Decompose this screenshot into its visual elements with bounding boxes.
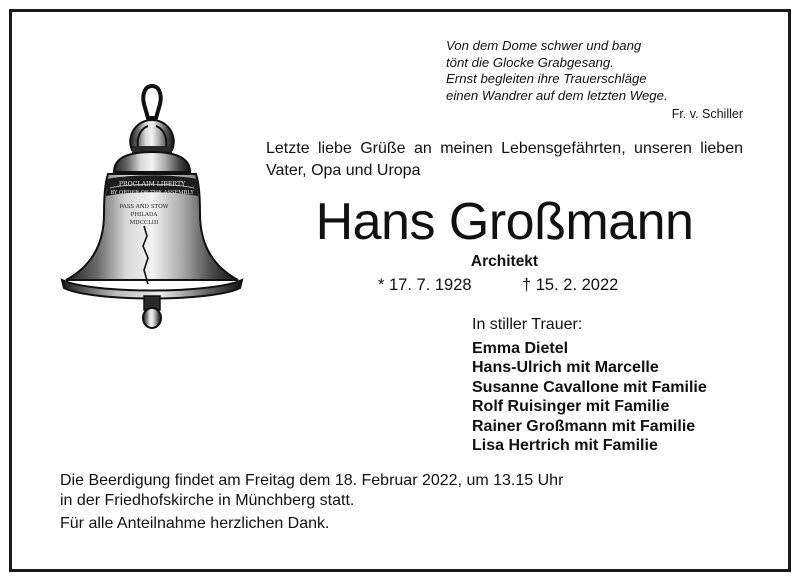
birth-date: * 17. 7. 1928 xyxy=(378,276,472,294)
bell-inscription-line: MDCCLIII xyxy=(129,220,159,226)
mourner-name: Rainer Großmann mit Familie xyxy=(472,417,696,435)
mourners-list xyxy=(472,339,707,456)
mourner-name: Lisa Hertrich mit Familie xyxy=(472,437,658,454)
funeral-info xyxy=(60,471,563,510)
thanks-text: Für alle Anteilnahme herzlichen Dank. xyxy=(60,515,330,532)
intro-text: Letzte liebe Grüße an meinen Lebensgefährten, unseren lieben Vater, Opa und Uropa xyxy=(266,140,743,179)
poem-line: Von dem Dome schwer und bang xyxy=(446,38,642,53)
mourner-name: Emma Dietel xyxy=(472,339,569,357)
funeral-line: Die Beerdigung findet am Freitag dem 18. Februar 2022, um 13.15 Uhr xyxy=(60,472,564,489)
funeral-line: in der Friedhofskirche in Münchberg statt. xyxy=(60,491,355,509)
bell-inscription-line: PHILADA xyxy=(130,212,158,218)
poem-line: Ernst begleiten ihre Trauerschläge xyxy=(446,71,647,86)
mourner-name: Rolf Ruisinger mit Familie xyxy=(472,398,670,415)
bell-inscription-line: PROCLAIM LIBERTY xyxy=(118,181,186,188)
mourners-intro: In stiller Trauer: xyxy=(472,316,583,333)
poem-line: einen Wandrer auf dem letzten Wege. xyxy=(446,87,668,103)
mourner-name: Hans-Ulrich mit Marcelle xyxy=(472,359,659,376)
bell-inscription-line: PASS AND STOW xyxy=(119,204,169,210)
deceased-profession: Architekt xyxy=(470,253,539,270)
poem-line: tönt die Glocke Grabgesang. xyxy=(446,54,614,70)
poem-author: Fr. v. Schiller xyxy=(671,107,743,121)
mourners-section xyxy=(472,315,707,456)
poem xyxy=(446,38,746,104)
death-date: † 15. 2. 2022 xyxy=(522,276,619,294)
mourner-name: Susanne Cavallone mit Familie xyxy=(472,378,707,396)
deceased-name: Hans Großmann xyxy=(315,193,694,251)
bell-inscription-line: BY ORDER OF THE ASSEMBLY xyxy=(110,190,194,196)
liberty-bell-icon xyxy=(52,84,248,334)
